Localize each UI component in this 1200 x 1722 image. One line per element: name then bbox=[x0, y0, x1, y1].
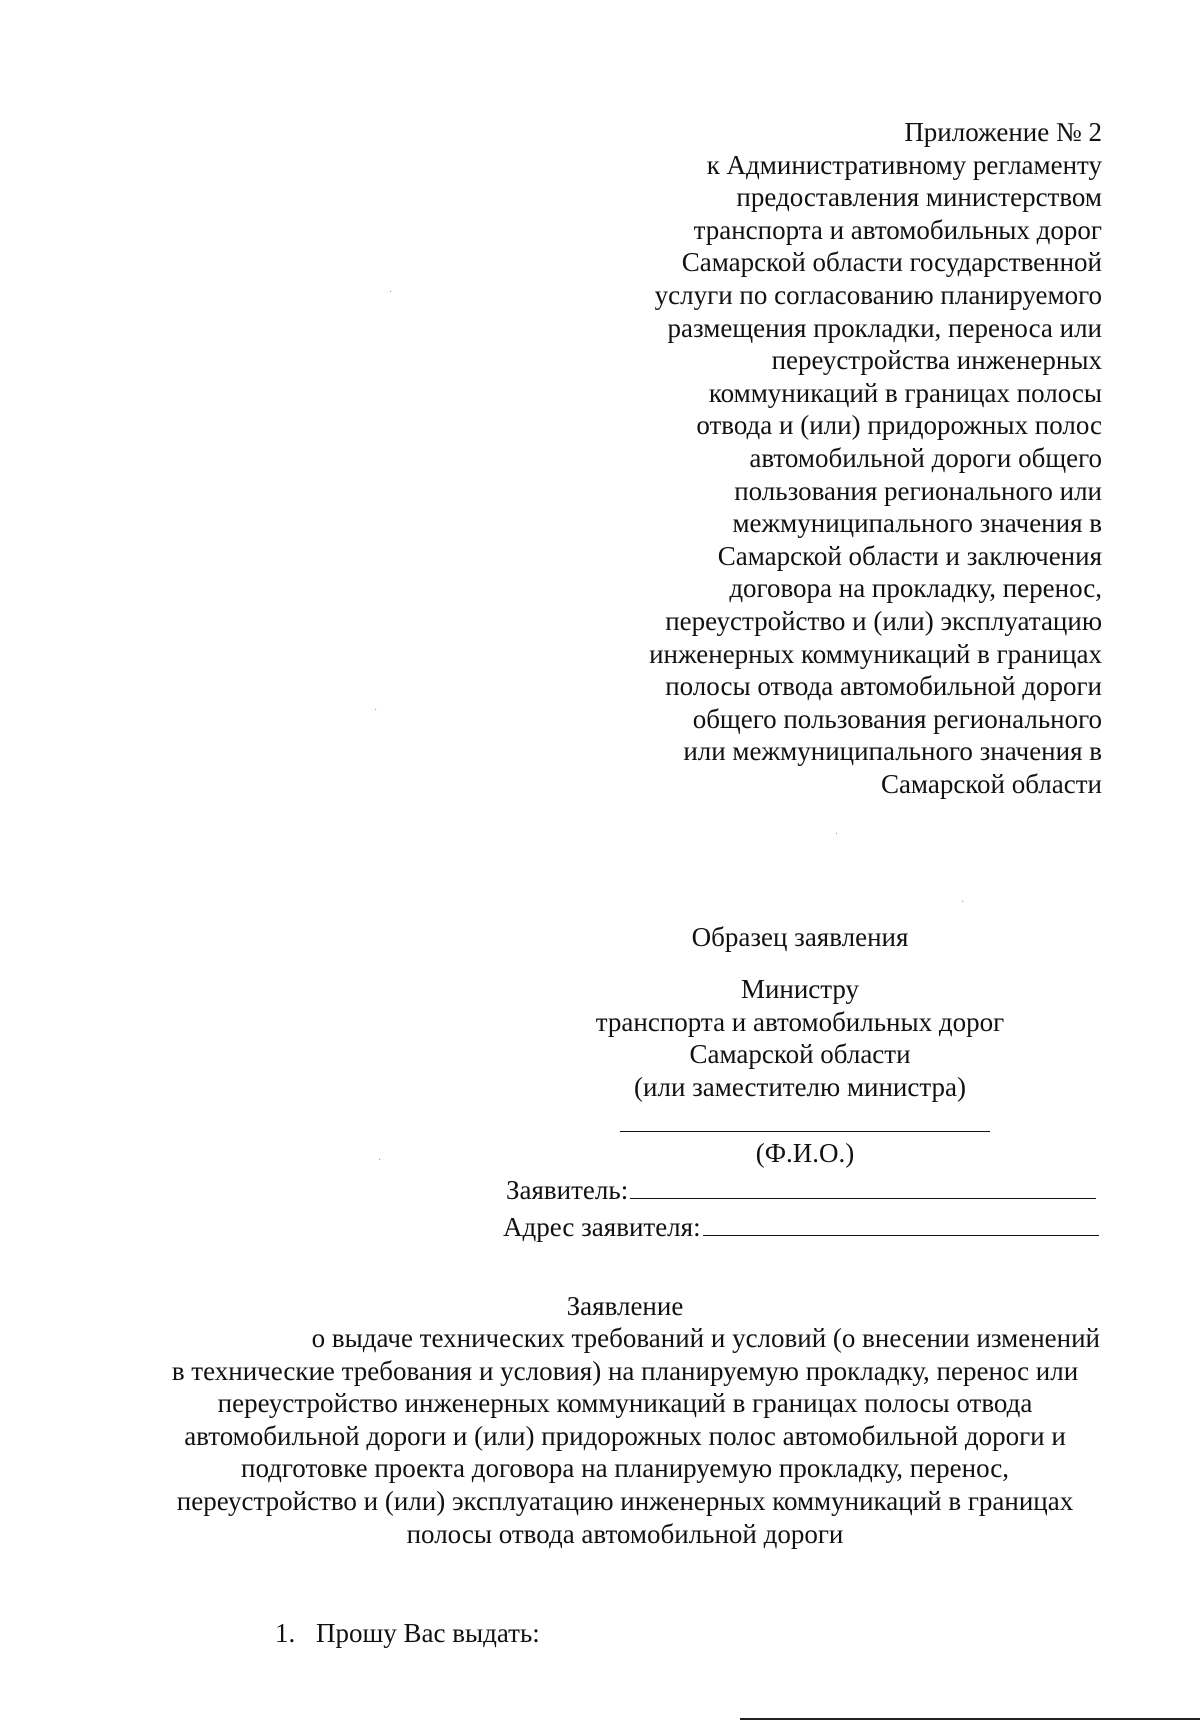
statement-line: переустройство и (или) эксплуатацию инженерных коммуникаций в границах bbox=[176, 1485, 1074, 1516]
appendix-line: общего пользования регионального bbox=[692, 703, 1102, 734]
address-field bbox=[503, 1209, 1099, 1244]
appendix-header bbox=[542, 116, 1102, 800]
sample-title: Образец заявления bbox=[691, 922, 909, 952]
statement-title: Заявление bbox=[566, 1291, 684, 1321]
appendix-line: переустройства инженерных bbox=[771, 345, 1102, 376]
appendix-line: размещения прокладки, переноса или bbox=[667, 312, 1102, 343]
list-item-text: Прошу Вас выдать: bbox=[316, 1618, 540, 1648]
statement-line: в технические требования и условия) на планируемую прокладку, перенос или bbox=[171, 1355, 1079, 1386]
addressee-line: транспорта и автомобильных дорог bbox=[595, 1006, 1005, 1037]
appendix-line: предоставления министерством bbox=[736, 182, 1102, 213]
appendix-line: или межмуниципального значения в bbox=[683, 736, 1102, 767]
fio-label: (Ф.И.О.) bbox=[755, 1138, 855, 1168]
scan-speck: · bbox=[389, 287, 393, 298]
list-item-number: 1. bbox=[275, 1618, 296, 1648]
addressee-line: (или заместителю министра) bbox=[634, 1071, 966, 1102]
applicant-field bbox=[506, 1172, 1096, 1207]
statement-line: о выдаче технических требований и условий (о внесении изменений bbox=[311, 1323, 1100, 1353]
appendix-line: коммуникаций в границах полосы bbox=[708, 377, 1102, 408]
appendix-line: Самарской области и заключения bbox=[717, 540, 1102, 571]
applicant-label: Заявитель: bbox=[506, 1175, 629, 1205]
statement-line: переустройство инженерных коммуникаций в границах полосы отвода bbox=[217, 1388, 1033, 1419]
blank-line bbox=[740, 1718, 1200, 1720]
list-item bbox=[275, 1617, 540, 1650]
statement-line: автомобильной дороги и (или) придорожных полос автомобильной дороги и bbox=[184, 1420, 1066, 1451]
appendix-line: Самарской области bbox=[880, 768, 1102, 799]
appendix-line: инженерных коммуникаций в границах bbox=[649, 638, 1102, 669]
appendix-line: автомобильной дороги общего bbox=[749, 442, 1102, 473]
addressee-block bbox=[420, 973, 1180, 1103]
appendix-line: Приложение № 2 bbox=[904, 117, 1102, 147]
address-label: Адрес заявителя: bbox=[503, 1212, 701, 1242]
scan-speck: · bbox=[378, 1155, 382, 1166]
appendix-line: межмуниципального значения в bbox=[732, 508, 1102, 539]
appendix-line: транспорта и автомобильных дорог bbox=[693, 214, 1102, 245]
scan-speck: · bbox=[374, 705, 378, 716]
appendix-line: переустройство и (или) эксплуатацию bbox=[665, 605, 1102, 636]
scan-speck: · bbox=[835, 829, 839, 840]
applicant-blank-line bbox=[630, 1172, 1096, 1199]
addressee-line: Министру bbox=[740, 974, 860, 1004]
addressee-line: Самарской области bbox=[689, 1039, 911, 1070]
appendix-line: пользования регионального или bbox=[734, 475, 1102, 506]
statement-line: полосы отвода автомобильной дороги bbox=[406, 1518, 844, 1549]
statement-line: подготовке проекта договора на планируемую прокладку, перенос, bbox=[241, 1453, 1009, 1484]
scan-speck: · bbox=[961, 897, 965, 908]
address-blank-line bbox=[703, 1209, 1099, 1236]
appendix-line: услуги по согласованию планируемого bbox=[654, 279, 1102, 310]
appendix-line: Самарской области государственной bbox=[681, 247, 1102, 278]
statement-subject bbox=[140, 1322, 1110, 1550]
fio-blank-line bbox=[620, 1131, 990, 1132]
appendix-line: отвода и (или) придорожных полос bbox=[696, 410, 1102, 441]
appendix-line: полосы отвода автомобильной дороги bbox=[665, 671, 1102, 702]
appendix-line: договора на прокладку, перенос, bbox=[729, 573, 1102, 604]
appendix-line: к Административному регламенту bbox=[706, 149, 1102, 180]
